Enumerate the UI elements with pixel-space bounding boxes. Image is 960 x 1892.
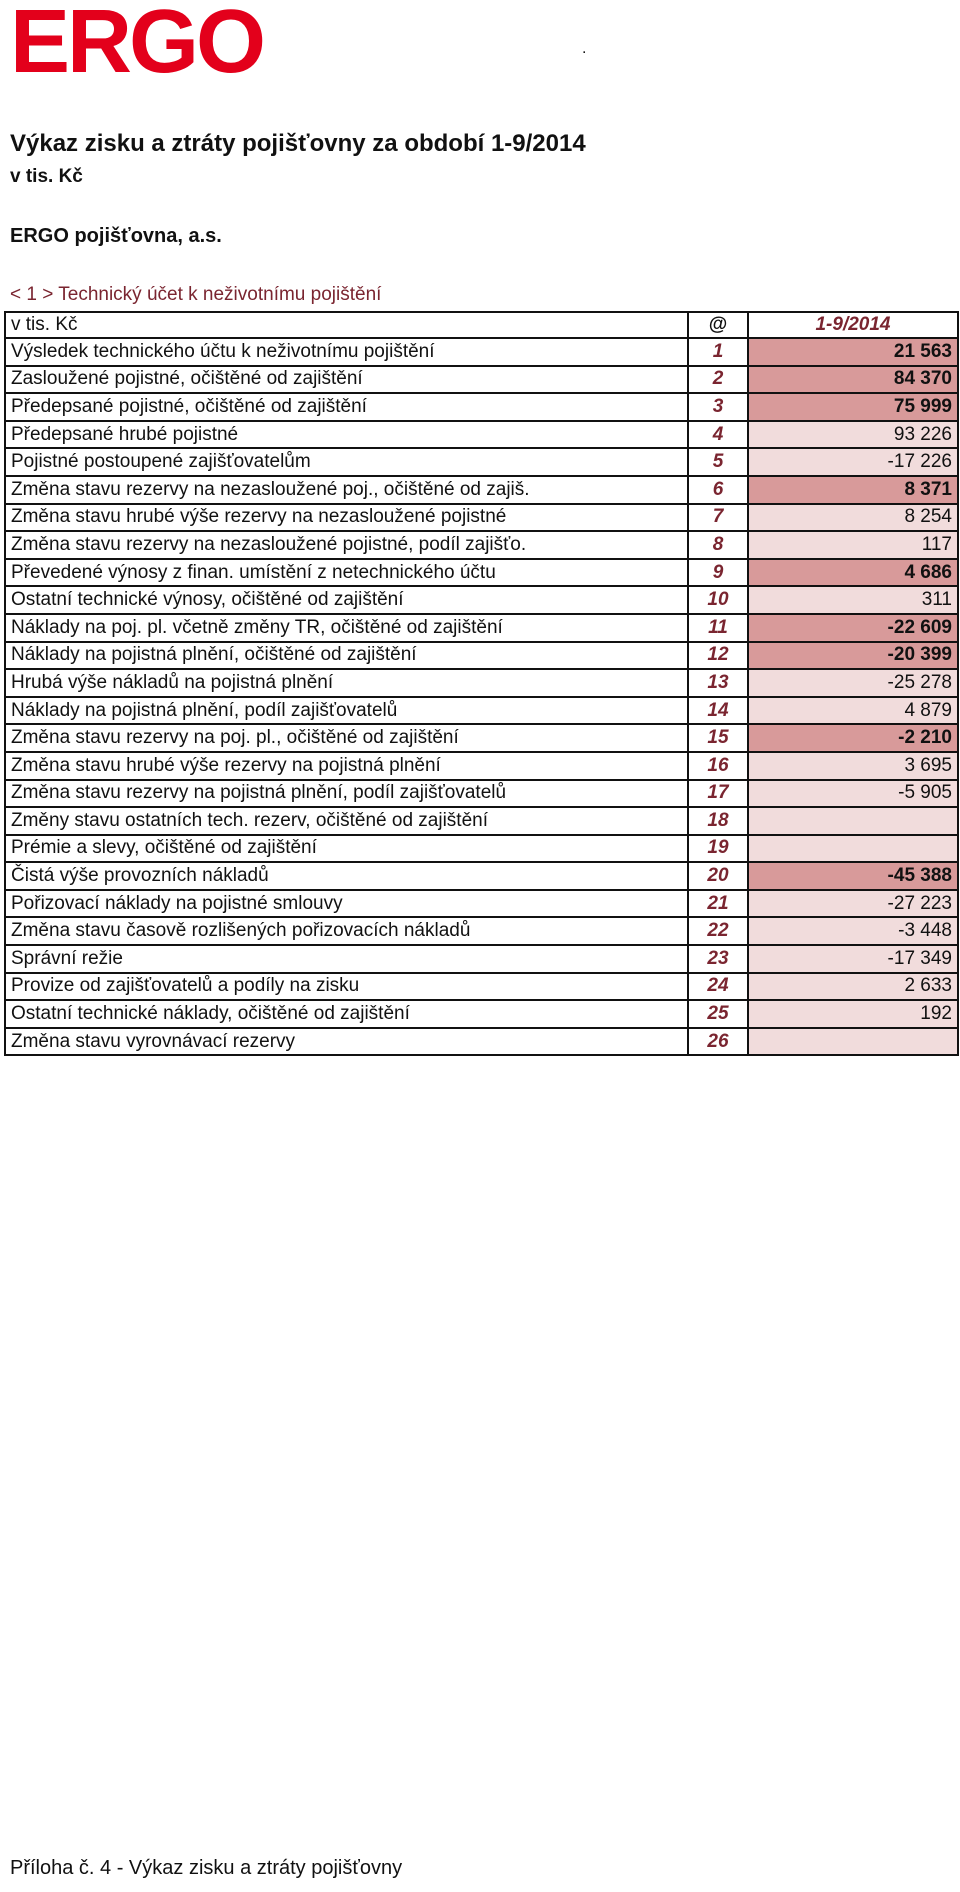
table-row: [5, 780, 958, 808]
row-number: 2: [688, 366, 748, 394]
row-value: 75 999: [748, 393, 958, 421]
table-header-row: [5, 312, 958, 338]
table-row: [5, 669, 958, 697]
table-row: [5, 393, 958, 421]
table-row: [5, 559, 958, 587]
row-label: Náklady na poj. pl. včetně změny TR, očištěné od zajištění: [5, 614, 688, 642]
table-row: [5, 835, 958, 863]
row-value: [748, 807, 958, 835]
row-label: Správní režie: [5, 945, 688, 973]
table-row: [5, 724, 958, 752]
row-value: -25 278: [748, 669, 958, 697]
row-number: 11: [688, 614, 748, 642]
row-value: -17 349: [748, 945, 958, 973]
row-number: 10: [688, 586, 748, 614]
table-row: [5, 421, 958, 449]
row-value: -2 210: [748, 724, 958, 752]
table-row: [5, 531, 958, 559]
report-table: [4, 311, 959, 1056]
row-value: [748, 1028, 958, 1056]
row-number: 6: [688, 476, 748, 504]
header-mark: .: [582, 40, 587, 57]
table-row: [5, 917, 958, 945]
row-number: 13: [688, 669, 748, 697]
header-period: 1-9/2014: [748, 312, 958, 338]
row-value: 21 563: [748, 338, 958, 366]
row-label: Pojistné postoupené zajišťovatelům: [5, 448, 688, 476]
row-label: Změna stavu vyrovnávací rezervy: [5, 1028, 688, 1056]
row-number: 9: [688, 559, 748, 587]
unit-label: v tis. Kč: [10, 166, 83, 187]
row-value: -27 223: [748, 890, 958, 918]
row-label: Ostatní technické náklady, očištěné od zajištění: [5, 1000, 688, 1028]
header-unit: v tis. Kč: [5, 312, 688, 338]
row-value: -45 388: [748, 862, 958, 890]
row-number: 21: [688, 890, 748, 918]
row-number: 7: [688, 504, 748, 532]
row-value: 84 370: [748, 366, 958, 394]
row-label: Převedené výnosy z finan. umístění z netechnického účtu: [5, 559, 688, 587]
row-number: 4: [688, 421, 748, 449]
row-number: 23: [688, 945, 748, 973]
row-label: Zasloužené pojistné, očištěné od zajištění: [5, 366, 688, 394]
row-label: Výsledek technického účtu k neživotnímu pojištění: [5, 338, 688, 366]
table-row: [5, 338, 958, 366]
row-value: -5 905: [748, 780, 958, 808]
row-label: Náklady na pojistná plnění, podíl zajišťovatelů: [5, 697, 688, 725]
row-number: 8: [688, 531, 748, 559]
row-label: Změna stavu časově rozlišených pořizovacích nákladů: [5, 917, 688, 945]
row-number: 15: [688, 724, 748, 752]
row-label: Prémie a slevy, očištěné od zajištění: [5, 835, 688, 863]
row-value: 8 254: [748, 504, 958, 532]
row-number: 26: [688, 1028, 748, 1056]
row-number: 17: [688, 780, 748, 808]
row-number: 3: [688, 393, 748, 421]
row-value: -22 609: [748, 614, 958, 642]
table-row: [5, 697, 958, 725]
page-title: Výkaz zisku a ztráty pojišťovny za období 1-9/2014: [10, 130, 586, 157]
row-number: 18: [688, 807, 748, 835]
row-label: Čistá výše provozních nákladů: [5, 862, 688, 890]
table-row: [5, 945, 958, 973]
table-row: [5, 862, 958, 890]
row-value: 8 371: [748, 476, 958, 504]
row-label: Změna stavu rezervy na nezasloužené poj., očištěné od zajiš.: [5, 476, 688, 504]
table-row: [5, 642, 958, 670]
ergo-logo: ERGO: [10, 0, 264, 92]
row-label: Změna stavu rezervy na poj. pl., očištěné od zajištění: [5, 724, 688, 752]
row-number: 16: [688, 752, 748, 780]
row-number: 1: [688, 338, 748, 366]
table-row: [5, 504, 958, 532]
table-row: [5, 752, 958, 780]
row-label: Změny stavu ostatních tech. rezerv, očištěné od zajištění: [5, 807, 688, 835]
row-value: [748, 835, 958, 863]
row-number: 19: [688, 835, 748, 863]
row-label: Změna stavu rezervy na pojistná plnění, podíl zajišťovatelů: [5, 780, 688, 808]
page-footer: Příloha č. 4 - Výkaz zisku a ztráty pojišťovny: [10, 1857, 403, 1879]
section-title: < 1 > Technický účet k neživotnímu pojištění: [10, 284, 382, 305]
table-row: [5, 1028, 958, 1056]
row-value: 93 226: [748, 421, 958, 449]
row-number: 12: [688, 642, 748, 670]
table-row: [5, 586, 958, 614]
row-label: Změna stavu rezervy na nezasloužené pojistné, podíl zajišťo.: [5, 531, 688, 559]
table-row: [5, 366, 958, 394]
row-value: -20 399: [748, 642, 958, 670]
row-value: -3 448: [748, 917, 958, 945]
row-value: 2 633: [748, 973, 958, 1001]
row-value: 192: [748, 1000, 958, 1028]
table-row: [5, 807, 958, 835]
row-label: Změna stavu hrubé výše rezervy na nezasloužené pojistné: [5, 504, 688, 532]
row-label: Ostatní technické výnosy, očištěné od zajištění: [5, 586, 688, 614]
table-row: [5, 1000, 958, 1028]
table-row: [5, 614, 958, 642]
row-number: 25: [688, 1000, 748, 1028]
row-number: 14: [688, 697, 748, 725]
row-value: 4 879: [748, 697, 958, 725]
table-row: [5, 973, 958, 1001]
row-number: 24: [688, 973, 748, 1001]
row-number: 5: [688, 448, 748, 476]
table-row: [5, 476, 958, 504]
company-name: ERGO pojišťovna, a.s.: [10, 225, 222, 247]
row-value: 4 686: [748, 559, 958, 587]
row-label: Předepsané hrubé pojistné: [5, 421, 688, 449]
row-label: Náklady na pojistná plnění, očištěné od zajištění: [5, 642, 688, 670]
table-row: [5, 890, 958, 918]
table-row: [5, 448, 958, 476]
row-label: Předepsané pojistné, očištěné od zajištění: [5, 393, 688, 421]
row-label: Pořizovací náklady na pojistné smlouvy: [5, 890, 688, 918]
row-label: Hrubá výše nákladů na pojistná plnění: [5, 669, 688, 697]
header-row-number: @: [688, 312, 748, 338]
row-label: Provize od zajišťovatelů a podíly na zisku: [5, 973, 688, 1001]
row-value: -17 226: [748, 448, 958, 476]
row-number: 20: [688, 862, 748, 890]
row-value: 117: [748, 531, 958, 559]
row-value: 3 695: [748, 752, 958, 780]
row-number: 22: [688, 917, 748, 945]
row-label: Změna stavu hrubé výše rezervy na pojistná plnění: [5, 752, 688, 780]
row-value: 311: [748, 586, 958, 614]
